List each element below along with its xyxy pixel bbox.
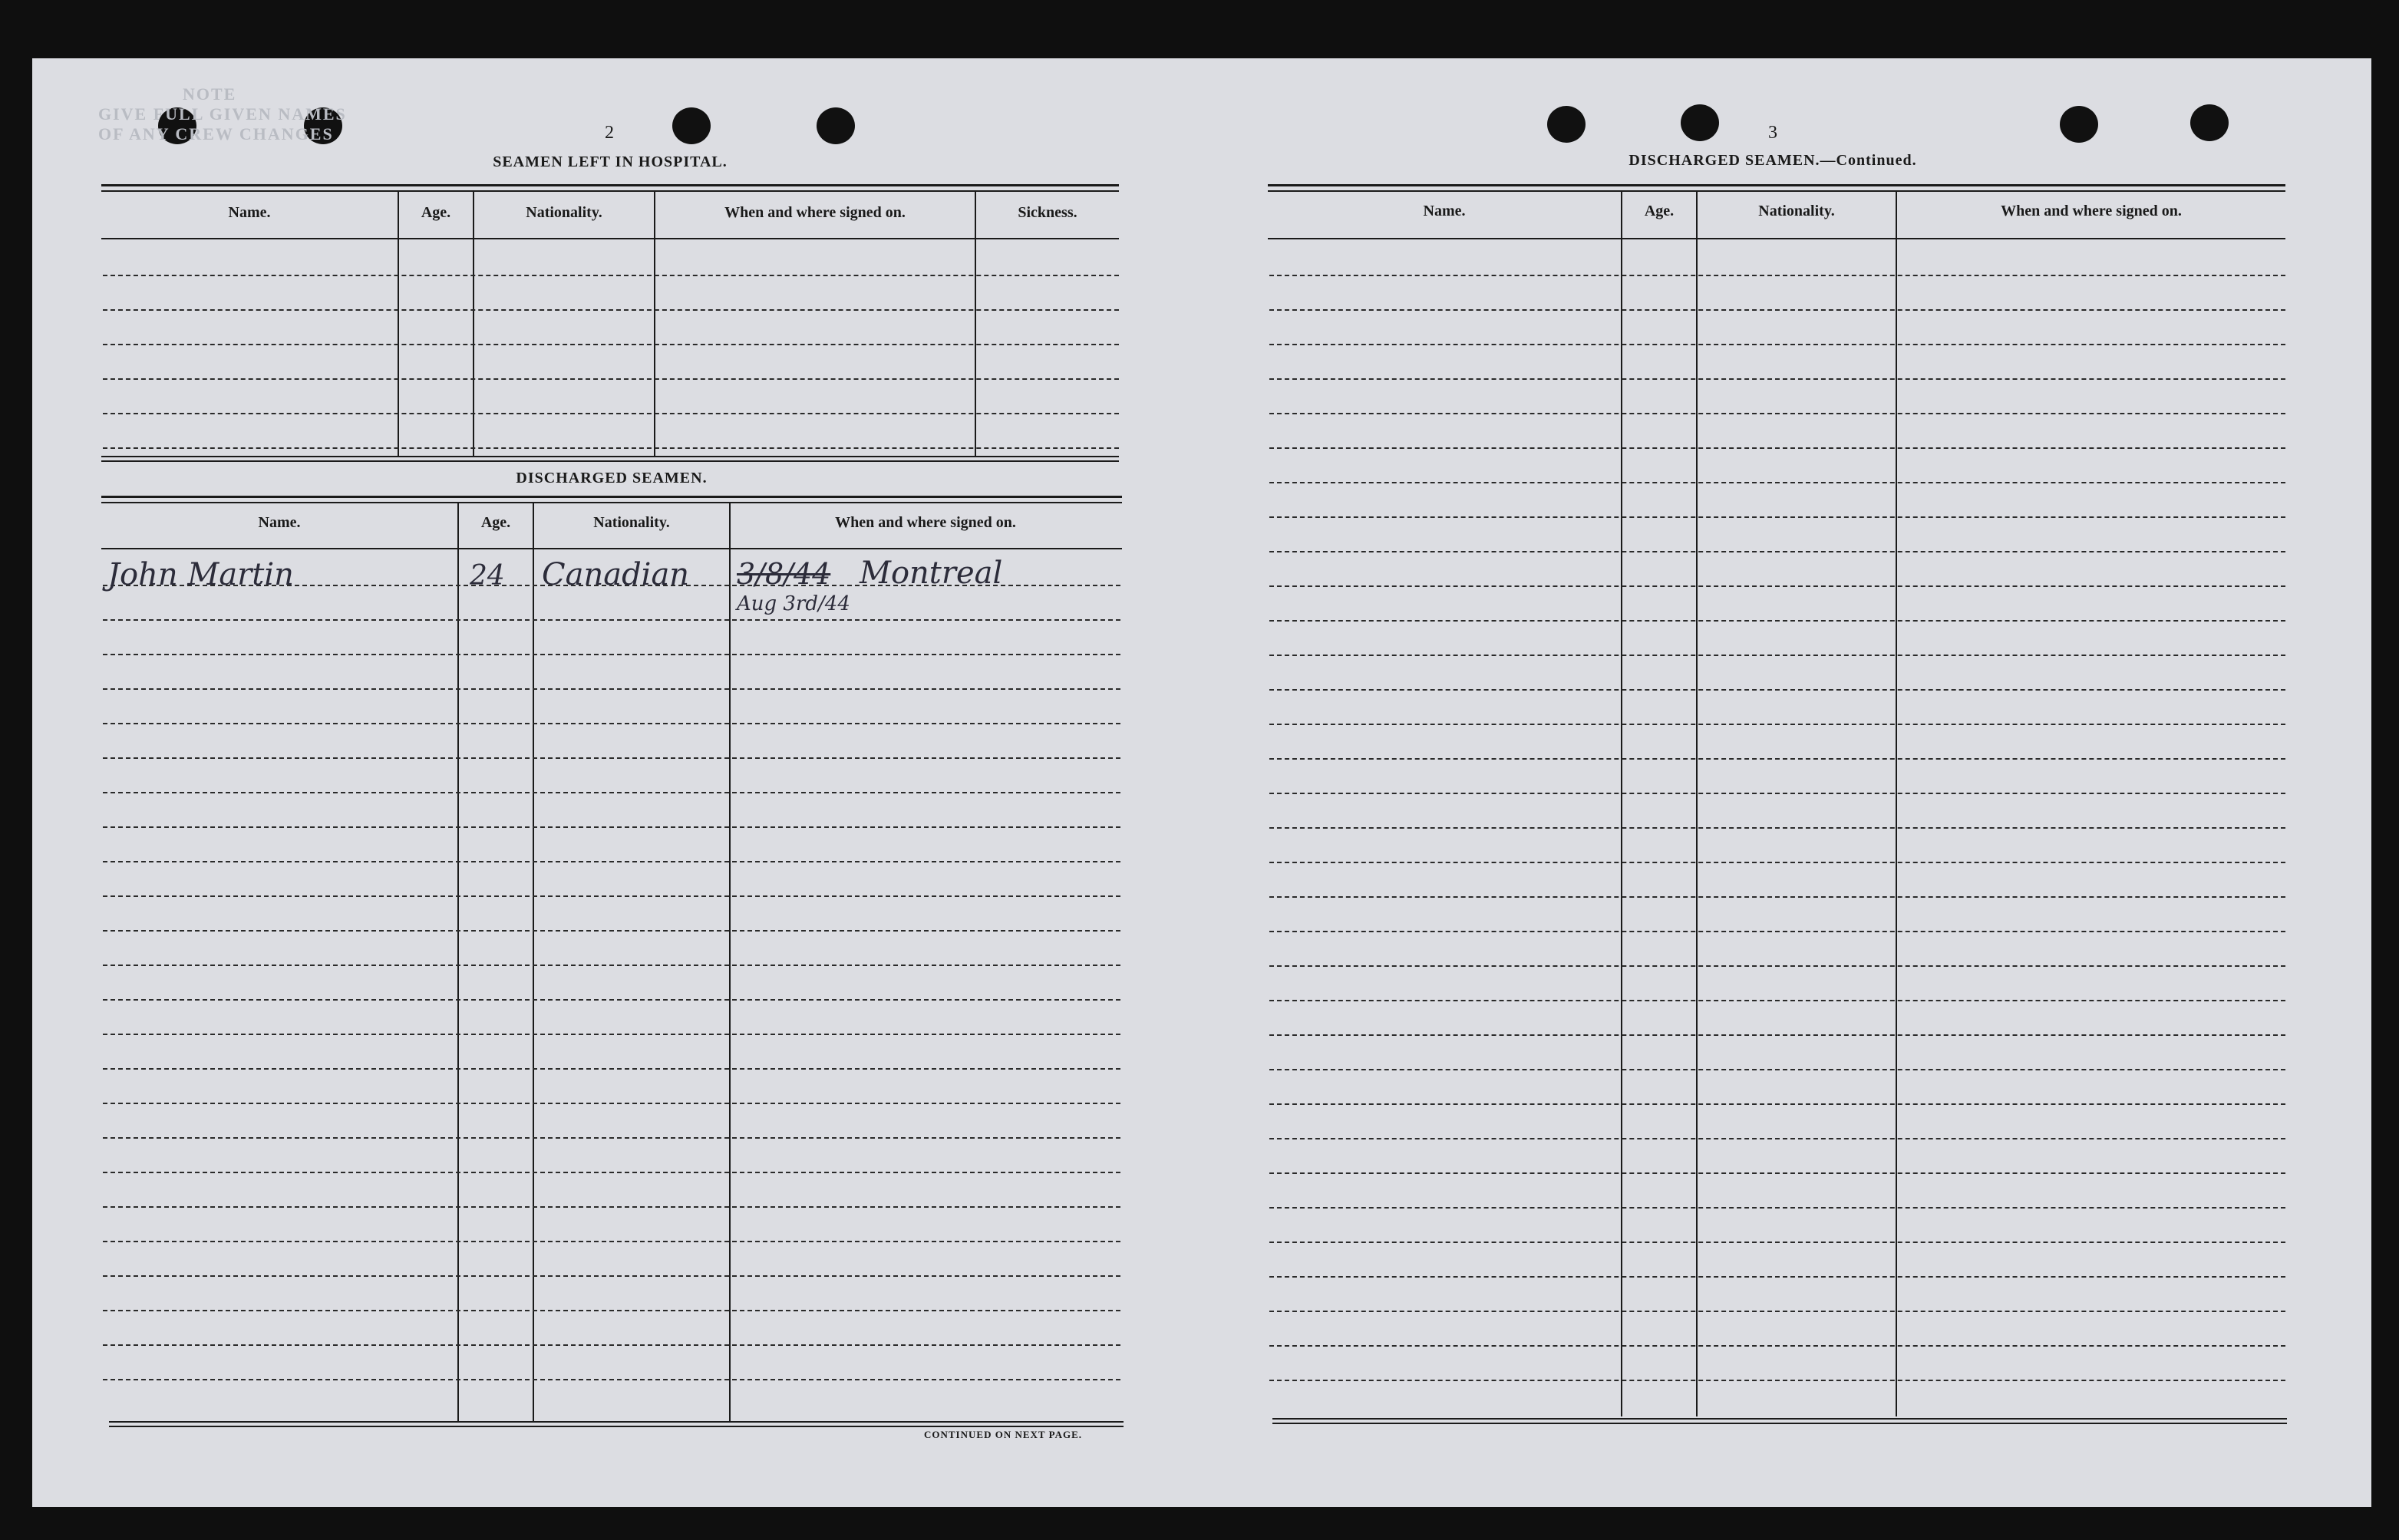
column-header-name: Name. (258, 514, 301, 531)
row-ruling (1269, 1380, 2285, 1381)
column-divider (729, 503, 731, 1421)
row-ruling (103, 619, 1120, 621)
punch-hole (817, 107, 855, 144)
row-ruling (1269, 1069, 2285, 1070)
handwritten-name: John Martin (107, 557, 294, 592)
row-ruling (1269, 413, 2285, 414)
row-ruling (1269, 1138, 2285, 1139)
row-ruling (103, 1206, 1120, 1208)
column-header-nationality: Nationality. (593, 514, 670, 531)
row-ruling (1269, 620, 2285, 622)
row-ruling (103, 895, 1120, 897)
table-rule (1268, 238, 2285, 239)
row-ruling (1269, 689, 2285, 691)
row-ruling (1269, 931, 2285, 932)
row-ruling (1269, 1207, 2285, 1209)
continued-note: CONTINUED ON NEXT PAGE. (924, 1429, 1082, 1440)
column-divider (533, 503, 534, 1421)
row-ruling (103, 344, 1119, 345)
row-ruling (103, 1275, 1120, 1277)
column-divider (398, 192, 399, 456)
ghost-note (98, 84, 347, 144)
row-ruling (1269, 1172, 2285, 1174)
table-rule (109, 1421, 1124, 1423)
ghost-note-line: GIVE FULL GIVEN NAMES (98, 104, 347, 124)
row-ruling (103, 1103, 1120, 1104)
row-ruling (103, 757, 1120, 759)
column-header-age: Age. (480, 514, 511, 531)
row-ruling (103, 275, 1119, 276)
ghost-note-line: NOTE (183, 84, 237, 104)
page-number: 2 (605, 123, 614, 143)
row-ruling (1269, 447, 2285, 449)
row-ruling (103, 930, 1120, 932)
discharged-continued-title: DISCHARGED SEAMEN.—Continued. (1628, 152, 1917, 169)
row-ruling (103, 1344, 1120, 1346)
row-ruling (1269, 827, 2285, 829)
punch-hole (2190, 104, 2229, 141)
row-ruling (1269, 1034, 2285, 1036)
column-header-age: Age. (421, 204, 451, 221)
column-header-name: Name. (1423, 203, 1466, 219)
ghost-note-line: OF ANY CREW CHANGES (98, 124, 334, 143)
row-ruling (1269, 862, 2285, 863)
page-number: 3 (1768, 123, 1777, 143)
table-rule (101, 190, 1119, 192)
punch-hole (1547, 106, 1586, 143)
table-rule (1268, 184, 2285, 186)
row-ruling (1269, 1345, 2285, 1347)
row-ruling (1269, 551, 2285, 552)
row-ruling (1269, 309, 2285, 311)
row-ruling (103, 309, 1119, 311)
row-ruling (103, 654, 1120, 655)
table-rule (1268, 190, 2285, 192)
row-ruling (1269, 965, 2285, 967)
table-rule (101, 502, 1122, 503)
row-ruling (103, 1068, 1120, 1070)
row-ruling (103, 378, 1119, 380)
column-divider (473, 192, 474, 456)
column-header-nationality: Nationality. (526, 204, 602, 221)
row-ruling (1269, 1242, 2285, 1243)
row-ruling (1269, 275, 2285, 276)
column-divider (654, 192, 655, 456)
row-ruling (103, 688, 1120, 690)
table-rule (101, 184, 1119, 186)
punch-hole (1681, 104, 1719, 141)
handwritten-age: 24 (470, 560, 505, 592)
table-rule (101, 460, 1119, 462)
handwritten-place: Montreal (860, 556, 1003, 591)
row-ruling (103, 1172, 1120, 1173)
row-ruling (1269, 1000, 2285, 1001)
handwritten-date-struck: 3/8/44 (737, 557, 831, 591)
discharged-section-title: DISCHARGED SEAMEN. (516, 470, 708, 486)
row-ruling (1269, 724, 2285, 725)
row-ruling (103, 965, 1120, 966)
hospital-section-title: SEAMEN LEFT IN HOSPITAL. (493, 153, 728, 170)
row-ruling (1269, 378, 2285, 380)
punch-hole (2060, 106, 2098, 143)
row-ruling (1269, 516, 2285, 518)
row-ruling (1269, 1276, 2285, 1278)
row-ruling (1269, 793, 2285, 794)
column-header-signed-on: When and where signed on. (724, 204, 906, 221)
column-header-sickness: Sickness. (1018, 204, 1077, 221)
table-rule (101, 548, 1122, 549)
row-ruling (103, 861, 1120, 862)
table-rule (101, 496, 1122, 498)
column-header-nationality: Nationality. (1758, 203, 1835, 219)
row-ruling (103, 723, 1120, 724)
row-ruling (1269, 1311, 2285, 1312)
row-ruling (103, 1310, 1120, 1311)
column-divider (975, 192, 976, 456)
table-rule (109, 1426, 1124, 1427)
punch-hole (672, 107, 711, 144)
table-rule (101, 238, 1119, 239)
column-header-name: Name. (228, 204, 271, 221)
column-divider (1896, 192, 1897, 1416)
row-ruling (103, 1379, 1120, 1380)
row-ruling (1269, 344, 2285, 345)
handwritten-date-correction: Aug 3rd/44 (737, 592, 850, 615)
row-ruling (103, 447, 1119, 449)
column-divider (1696, 192, 1698, 1416)
row-ruling (103, 792, 1120, 793)
row-ruling (103, 1034, 1120, 1035)
row-ruling (1269, 585, 2285, 587)
column-header-age: Age. (1644, 203, 1675, 219)
row-ruling (1269, 758, 2285, 760)
row-ruling (103, 1241, 1120, 1242)
row-ruling (103, 826, 1120, 828)
row-ruling (103, 999, 1120, 1001)
handwritten-nationality: Canadian (542, 557, 690, 592)
row-ruling (1269, 482, 2285, 483)
column-header-signed-on: When and where signed on. (835, 514, 1016, 531)
table-rule (1272, 1418, 2287, 1420)
column-header-signed-on: When and where signed on. (2001, 203, 2182, 219)
row-ruling (103, 413, 1119, 414)
table-rule (1272, 1423, 2287, 1424)
row-ruling (1269, 655, 2285, 656)
table-rule (101, 456, 1119, 457)
row-ruling (1269, 896, 2285, 898)
row-ruling (1269, 1103, 2285, 1105)
column-divider (457, 503, 459, 1421)
column-divider (1621, 192, 1622, 1416)
row-ruling (103, 1137, 1120, 1139)
